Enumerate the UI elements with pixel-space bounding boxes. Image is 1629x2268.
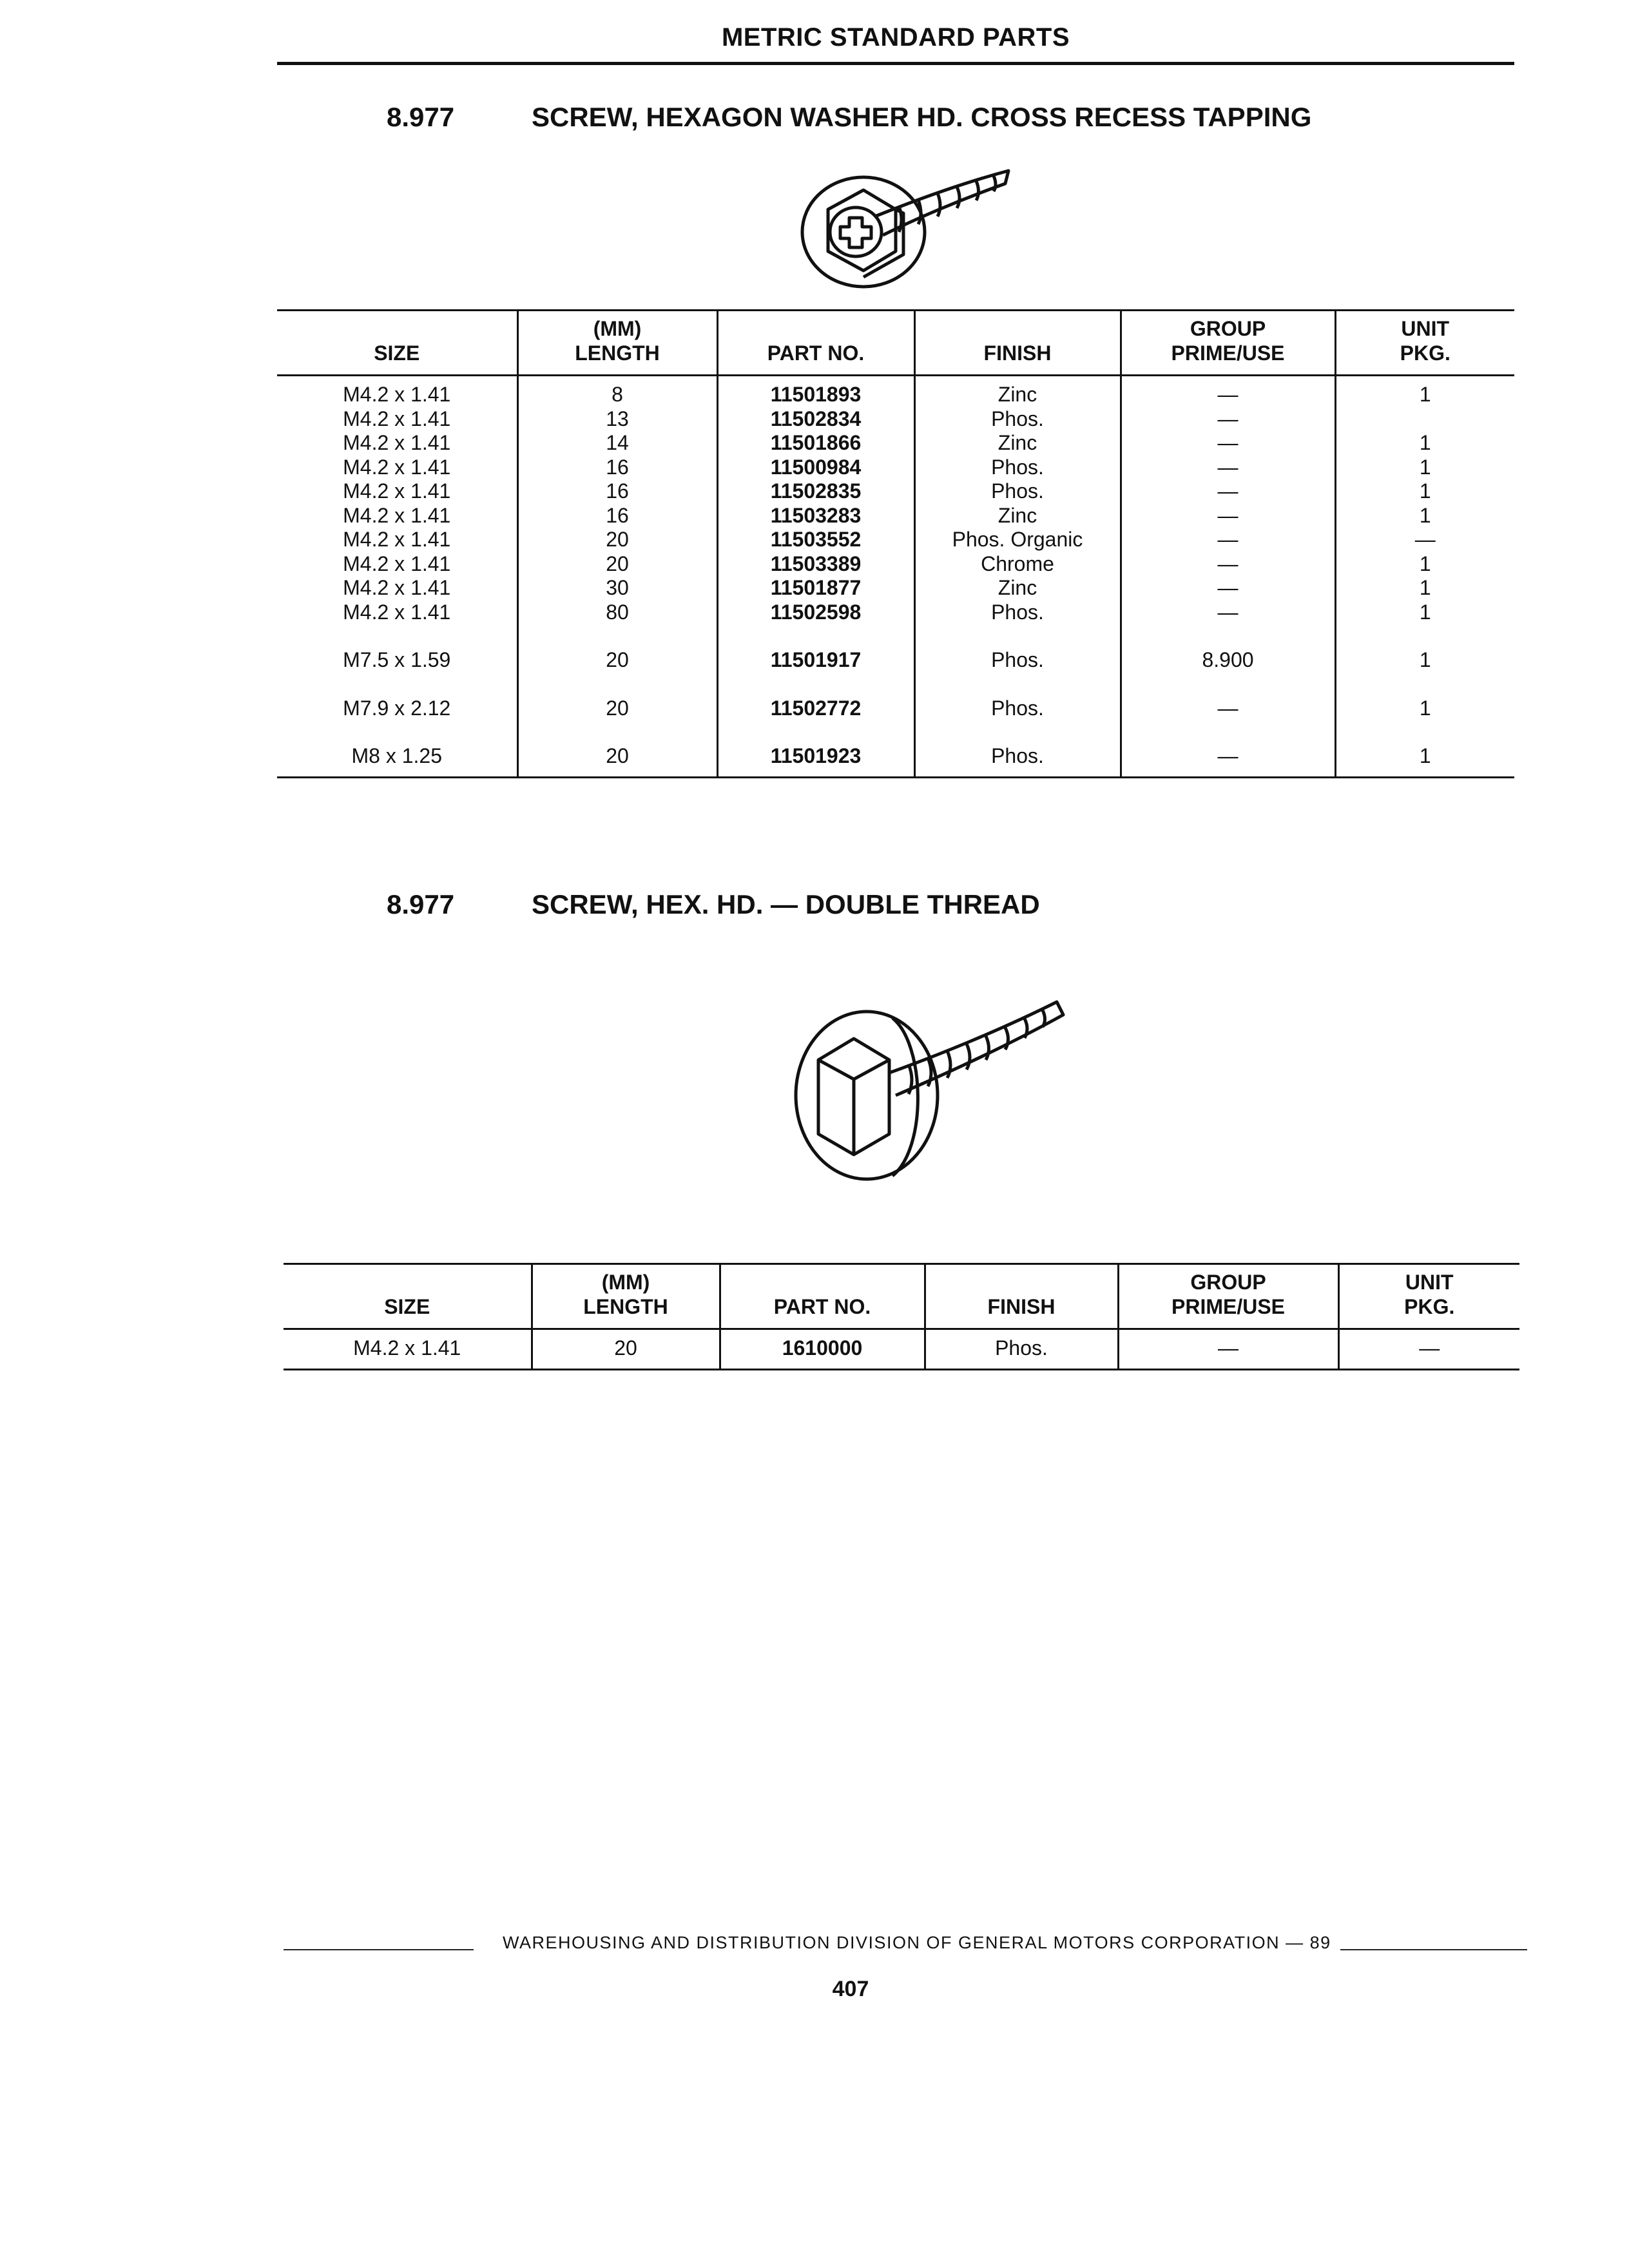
- table-row: [277, 407, 1514, 432]
- table-row: [277, 552, 1514, 577]
- cell-length: 8: [517, 376, 717, 407]
- cell-size: M4.2 x 1.41: [277, 601, 517, 625]
- cell-length: 30: [517, 576, 717, 601]
- cell-group: —: [1121, 528, 1335, 552]
- cell-size: M4.2 x 1.41: [284, 1329, 532, 1370]
- column-header-part-no: PART NO.: [720, 1264, 925, 1329]
- cell-part-no: 11500984: [717, 456, 914, 480]
- cell-size: M4.2 x 1.41: [277, 528, 517, 552]
- cell-unit-pkg: 1: [1419, 552, 1431, 575]
- cell-part-no: 11502598: [717, 601, 914, 625]
- row-spacer: [277, 720, 1514, 744]
- hex-washer-cross-recess-screw-icon: [793, 155, 1050, 296]
- table-row: [277, 648, 1514, 673]
- cell-part-no: 11502835: [717, 479, 914, 504]
- cell-finish: Phos. Organic: [914, 528, 1121, 552]
- cell-part-no: 11501866: [717, 431, 914, 456]
- table-row: [277, 431, 1514, 456]
- cell-length: 20: [517, 697, 717, 721]
- cell-part-no: 11501877: [717, 576, 914, 601]
- column-header-size: SIZE: [277, 311, 517, 376]
- cell-part-no: 11502834: [717, 407, 914, 432]
- column-header-group-prime-use: GROUP PRIME/USE: [1121, 311, 1335, 376]
- cell-length: 20: [517, 552, 717, 577]
- cell-size: M4.2 x 1.41: [277, 456, 517, 480]
- page-number: 407: [832, 1977, 869, 2001]
- table-row: [277, 601, 1514, 625]
- cell-finish: Phos.: [914, 697, 1121, 721]
- cell-unit-pkg: 1: [1419, 455, 1431, 479]
- cell-group: —: [1121, 576, 1335, 601]
- column-header-part-no: PART NO.: [717, 311, 914, 376]
- cell-part-no: 11503552: [717, 528, 914, 552]
- parts-table-1: [277, 309, 1514, 778]
- cell-length: 16: [517, 479, 717, 504]
- footer-rule-right: [1340, 1949, 1527, 1950]
- section-2-heading: SCREW, HEX. HD. — DOUBLE THREAD: [532, 889, 1040, 919]
- cell-unit-pkg: 1: [1419, 479, 1431, 503]
- cell-part-no: 11502772: [717, 697, 914, 721]
- cell-size: M7.9 x 2.12: [277, 697, 517, 721]
- cell-group: —: [1121, 744, 1335, 777]
- row-spacer: [277, 624, 1514, 648]
- header-rule: [277, 62, 1514, 65]
- section-1-title: [387, 102, 1311, 133]
- cell-unit-pkg: 1: [1419, 431, 1431, 454]
- cell-unit-pkg: 1: [1419, 576, 1431, 599]
- section-1-number: 8.977: [387, 102, 455, 132]
- cell-unit-pkg: 1: [1419, 648, 1431, 671]
- cell-unit-pkg: 1: [1419, 600, 1431, 624]
- cell-group: —: [1121, 456, 1335, 480]
- parts-table-2: [284, 1263, 1519, 1370]
- table-row: [277, 744, 1514, 777]
- cell-group: —: [1121, 407, 1335, 432]
- cell-part-no: 11501893: [717, 376, 914, 407]
- table-row: [277, 528, 1514, 552]
- cell-length: 13: [517, 407, 717, 432]
- column-header-length: (MM) LENGTH: [532, 1264, 720, 1329]
- cell-unit-pkg: 1: [1419, 383, 1431, 406]
- cell-group: —: [1121, 601, 1335, 625]
- cell-finish: Phos.: [914, 456, 1121, 480]
- cell-finish: Phos.: [925, 1329, 1118, 1370]
- column-header-finish: FINISH: [925, 1264, 1118, 1329]
- cell-finish: Zinc: [914, 431, 1121, 456]
- cell-size: M4.2 x 1.41: [277, 552, 517, 577]
- section-1-heading: SCREW, HEXAGON WASHER HD. CROSS RECESS TAPPING: [532, 102, 1312, 132]
- cell-group: —: [1121, 504, 1335, 528]
- table-row: [277, 576, 1514, 601]
- cell-length: 80: [517, 601, 717, 625]
- cell-finish: Phos.: [914, 479, 1121, 504]
- column-header-finish: FINISH: [914, 311, 1121, 376]
- cell-finish: Zinc: [914, 576, 1121, 601]
- cell-part-no: 11501917: [717, 648, 914, 673]
- cell-unit-pkg: —: [1338, 1329, 1519, 1370]
- cell-part-no: 11503389: [717, 552, 914, 577]
- cell-unit-pkg: 1: [1335, 744, 1514, 777]
- table-row: [277, 456, 1514, 480]
- column-header-group-prime-use: GROUP PRIME/USE: [1118, 1264, 1338, 1329]
- table-row: [284, 1329, 1519, 1370]
- table-header-row: [284, 1264, 1519, 1329]
- column-header-unit-pkg: UNIT PKG.: [1400, 317, 1451, 365]
- column-header-size: SIZE: [284, 1264, 532, 1329]
- cell-size: M7.5 x 1.59: [277, 648, 517, 673]
- cell-length: 16: [517, 504, 717, 528]
- section-2-title: [387, 889, 1040, 920]
- cell-length: 20: [532, 1329, 720, 1370]
- cell-group: 8.900: [1121, 648, 1335, 673]
- section-2-number: 8.977: [387, 889, 455, 919]
- cell-length: 20: [517, 528, 717, 552]
- column-header-unit-pkg: UNIT PKG.: [1404, 1271, 1455, 1318]
- cell-part-no: 1610000: [720, 1329, 925, 1370]
- cell-finish: Phos.: [914, 601, 1121, 625]
- footer-rule-left: [284, 1949, 474, 1950]
- cell-size: M4.2 x 1.41: [277, 504, 517, 528]
- cell-size: M4.2 x 1.41: [277, 407, 517, 432]
- cell-size: M8 x 1.25: [277, 744, 517, 777]
- cell-length: 20: [517, 744, 717, 777]
- cell-part-no: 11503283: [717, 504, 914, 528]
- cell-finish: Phos.: [914, 648, 1121, 673]
- cell-finish: Phos.: [914, 407, 1121, 432]
- cell-length: 16: [517, 456, 717, 480]
- cell-group: —: [1121, 697, 1335, 721]
- cell-size: M4.2 x 1.41: [277, 576, 517, 601]
- cell-unit-pkg: [1335, 407, 1514, 432]
- hex-head-double-thread-screw-icon: [780, 986, 1089, 1192]
- table-row: [277, 697, 1514, 721]
- cell-part-no: 11501923: [717, 744, 914, 777]
- cell-unit-pkg: 1: [1419, 503, 1431, 527]
- cell-finish: Chrome: [914, 552, 1121, 577]
- cell-length: 14: [517, 431, 717, 456]
- page-header: METRIC STANDARD PARTS: [721, 23, 1070, 52]
- cell-length: 20: [517, 648, 717, 673]
- cell-size: M4.2 x 1.41: [277, 479, 517, 504]
- cell-group: —: [1121, 479, 1335, 504]
- cell-group: —: [1118, 1329, 1338, 1370]
- cell-finish: Zinc: [914, 376, 1121, 407]
- table-row: [277, 376, 1514, 407]
- footer-text: WAREHOUSING AND DISTRIBUTION DIVISION OF GENERAL MOTORS CORPORATION — 89: [503, 1933, 1331, 1952]
- cell-unit-pkg: 1: [1419, 696, 1431, 720]
- cell-finish: Zinc: [914, 504, 1121, 528]
- table-header-row: [277, 311, 1514, 376]
- column-header-length: (MM) LENGTH: [517, 311, 717, 376]
- cell-group: —: [1121, 376, 1335, 407]
- cell-size: M4.2 x 1.41: [277, 376, 517, 407]
- table-row: [277, 479, 1514, 504]
- cell-finish: Phos.: [914, 744, 1121, 777]
- cell-unit-pkg: —: [1414, 528, 1436, 551]
- row-spacer: [277, 673, 1514, 697]
- cell-group: —: [1121, 431, 1335, 456]
- cell-group: —: [1121, 552, 1335, 577]
- table-row: [277, 504, 1514, 528]
- cell-size: M4.2 x 1.41: [277, 431, 517, 456]
